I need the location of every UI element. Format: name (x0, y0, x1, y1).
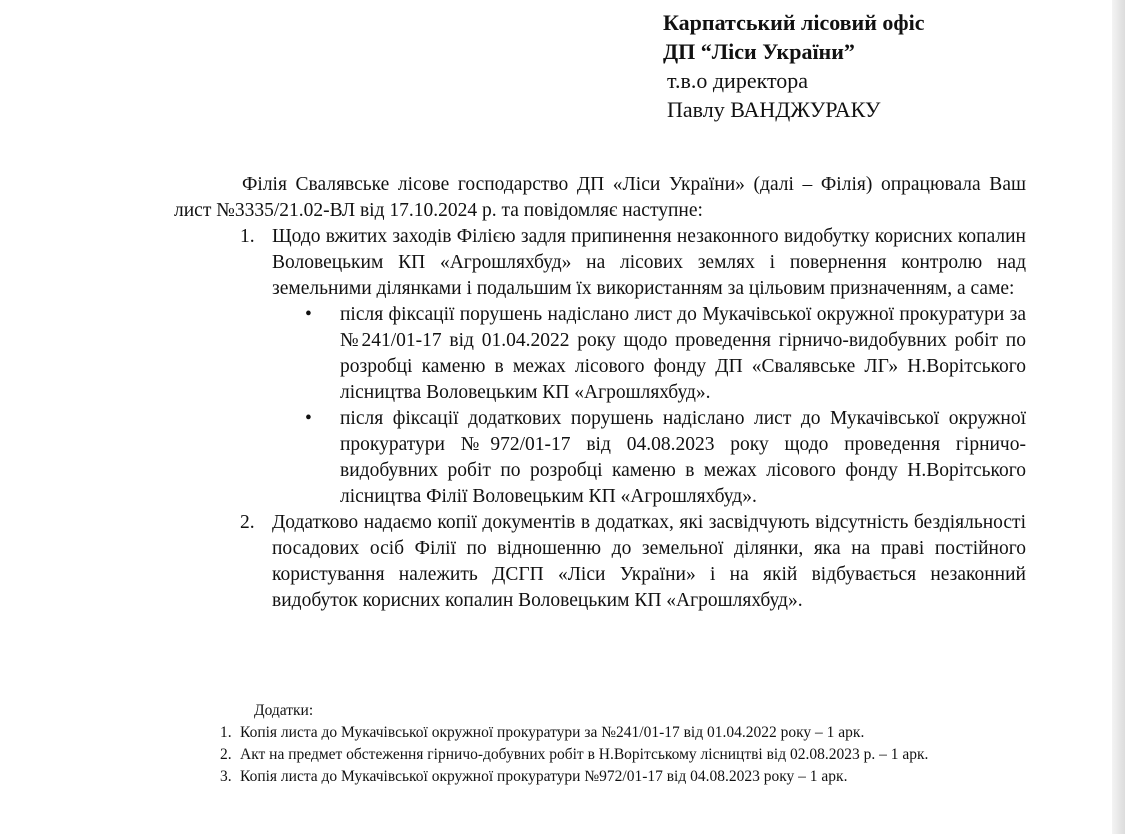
addressee-position: т.в.о директора (667, 68, 809, 93)
bullet-item-2 (272, 406, 1026, 510)
attachments-title: Додатки: (254, 702, 314, 719)
page-edge-scroll-area[interactable] (1112, 0, 1125, 834)
item-number: 2. (240, 512, 255, 533)
attachment-number: 3. (220, 768, 232, 785)
attachment-text: Акт на предмет обстеження гірничо-добувних робіт в Н.Ворітському лісництві від 02.08.2023 р. – 1 арк. (240, 746, 929, 763)
addressee-name: Павлу ВАНДЖУРАКУ (667, 97, 881, 122)
attachment-number: 2. (220, 746, 232, 763)
bullet-icon: • (305, 408, 312, 429)
attachment-item (220, 766, 1035, 788)
attachments-section (220, 700, 1035, 788)
item-text: Щодо вжитих заходів Філією задля припинення незаконного видобутку корисних копалин Воловецьким КП «Агрошляхбуд» на лісових землях і повернення контролю над земельними ділянками і подальшим їх використанням за цільовим призначенням, а саме: (272, 226, 1026, 299)
attachment-text: Копія листа до Мукачівської окружної прокуратури №972/01-17 від 04.08.2023 року – 1 арк. (240, 768, 848, 785)
attachment-text: Копія листа до Мукачівської окружної прокуратури за №241/01-17 від 01.04.2022 року – 1 арк. (240, 724, 865, 741)
bullet-icon: • (305, 304, 312, 325)
bullet-text: після фіксації порушень надіслано лист до Мукачівської окружної прокуратури за №241/01-17 від 01.04.2022 року щодо проведення гірничо-видобувних робіт по розробці каменю в межах лісового фонду ДП «Свалявське ЛГ» Н.Ворітського лісництва Воловецьким КП «Агрошляхбуд». (340, 304, 1026, 403)
bullet-text: після фіксації додаткових порушень надіслано лист до Мукачівської окружної прокуратури №972/01-17 від 04.08.2023 року щодо проведення гірничо-видобувних робіт по розробці каменю в межах лісового фонду Н.Ворітського лісництва Філії Воловецьким КП «Агрошляхбуд». (340, 408, 1026, 507)
item-text: Додатково надаємо копії документів в додатках, які засвідчують відсутність бездіяльності посадових осіб Філії по відношенню до земельної ділянки, яка на праві постійного користування належить ДСГП «Ліси України» і на якій відбувається незаконний видобуток корисних копалин Воловецьким КП «Агрошляхбуд». (272, 512, 1026, 611)
letter-body (174, 172, 1026, 614)
intro-paragraph: Філія Свалявське лісове господарство ДП «Ліси України» (далі – Філія) опрацювала Ваш лист №3335/21.02-ВЛ від 17.10.2024 р. та повідомляє наступне: (174, 174, 1026, 221)
addressee-organization: Карпатський лісовий офіс (663, 10, 925, 35)
numbered-item-1 (174, 224, 1026, 510)
attachment-item (220, 722, 1035, 744)
addressee-block (663, 8, 925, 124)
attachment-number: 1. (220, 724, 232, 741)
bullet-item-1 (272, 302, 1026, 406)
addressee-enterprise: ДП “Ліси України” (663, 39, 855, 64)
attachment-item (220, 744, 1035, 766)
item-number: 1. (240, 226, 255, 247)
numbered-item-2 (174, 510, 1026, 614)
